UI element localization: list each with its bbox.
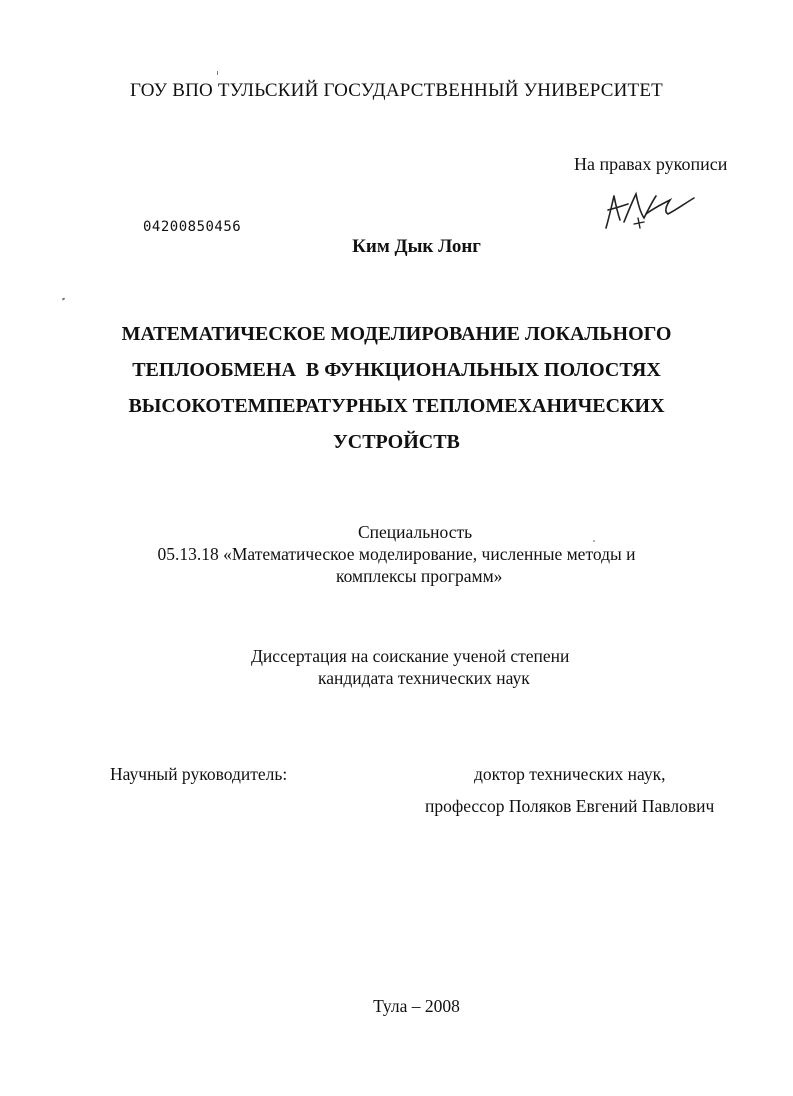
title-line: ВЫСОКОТЕМПЕРАТУРНЫХ ТЕПЛОМЕХАНИЧЕСКИХ: [128, 395, 665, 417]
university-name: ГОУ ВПО ТУЛЬСКИЙ ГОСУДАРСТВЕННЫЙ УНИВЕРСИТЕТ: [130, 80, 663, 101]
title-line: УСТРОЙСТВ: [333, 431, 460, 453]
supervisor-name: профессор Поляков Евгений Павлович: [425, 796, 715, 816]
scan-speck: [217, 71, 218, 75]
specialty-label: Специальность: [358, 522, 473, 542]
scan-speck: [62, 297, 66, 300]
supervisor-degree: доктор технических наук,: [474, 764, 666, 784]
title-line: ТЕПЛООБМЕНА В ФУНКЦИОНАЛЬНЫХ ПОЛОСТЯХ: [132, 359, 661, 381]
handwritten-signature: [598, 184, 708, 234]
specialty-line: комплексы программ»: [336, 566, 503, 586]
catalog-number: 04200850456: [143, 219, 242, 235]
specialty-block: [0, 521, 793, 587]
specialty-line: 05.13.18 «Математическое моделирование, численные методы и: [157, 544, 636, 564]
dissertation-title: [0, 316, 793, 460]
manuscript-rights-note: На правах рукописи: [574, 154, 728, 174]
city-year: Тула – 2008: [373, 996, 460, 1016]
title-line: МАТЕМАТИЧЕСКОЕ МОДЕЛИРОВАНИЕ ЛОКАЛЬНОГО: [121, 323, 672, 345]
degree-line: кандидата технических наук: [318, 668, 530, 688]
degree-block: [0, 645, 793, 689]
degree-line: Диссертация на соискание ученой степени: [251, 646, 570, 666]
supervisor-label: Научный руководитель:: [110, 764, 288, 784]
author-name: Ким Дык Лонг: [352, 236, 481, 257]
